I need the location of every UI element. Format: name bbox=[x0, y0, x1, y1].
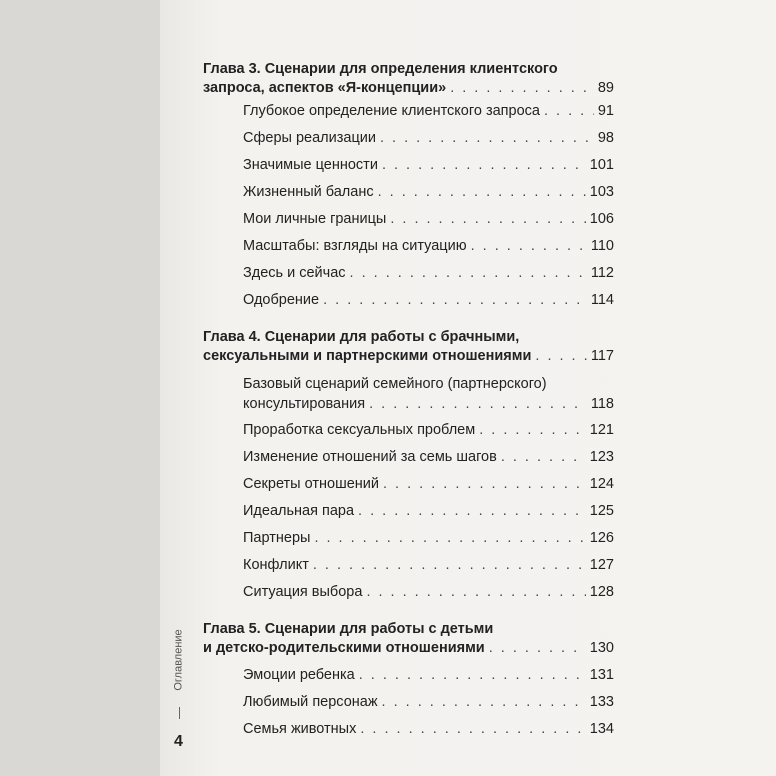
dot-leader bbox=[544, 98, 594, 125]
page-ref: 134 bbox=[589, 721, 614, 737]
page-ref: 114 bbox=[590, 292, 614, 308]
page-ref: 112 bbox=[590, 265, 614, 281]
toc-item[interactable] bbox=[243, 287, 614, 314]
toc-item[interactable] bbox=[243, 98, 614, 125]
toc-item[interactable] bbox=[243, 444, 614, 471]
toc-item[interactable] bbox=[243, 662, 614, 689]
dot-leader bbox=[479, 417, 586, 444]
toc-item-label: Здесь и сейчас bbox=[243, 265, 346, 281]
toc-item[interactable] bbox=[243, 179, 614, 206]
page-ref: 103 bbox=[589, 184, 614, 200]
page-ref: 101 bbox=[589, 157, 614, 173]
table-of-contents bbox=[203, 60, 614, 743]
toc-item[interactable] bbox=[243, 417, 614, 444]
toc-item-label: Масштабы: взгляды на ситуацию bbox=[243, 238, 467, 254]
dot-leader bbox=[380, 125, 594, 152]
chapter-title-line2: и детско-родительскими отношениями bbox=[203, 640, 485, 656]
toc-item[interactable] bbox=[243, 579, 614, 606]
toc-item[interactable] bbox=[243, 125, 614, 152]
page-ref: 131 bbox=[589, 667, 614, 683]
toc-item-label: Проработка сексуальных проблем bbox=[243, 422, 476, 438]
toc-item-label: Эмоции ребенка bbox=[243, 667, 355, 683]
dot-leader bbox=[501, 444, 586, 471]
toc-item[interactable] bbox=[243, 689, 614, 716]
page-ref: 91 bbox=[597, 103, 614, 119]
book-page bbox=[160, 0, 776, 776]
dot-leader bbox=[471, 233, 587, 260]
page-number: 4 bbox=[174, 733, 183, 750]
page-ref: 89 bbox=[597, 80, 614, 96]
chapter-title-line1: Глава 4. Сценарии для работы с брачными, bbox=[203, 329, 520, 345]
running-header-vertical bbox=[172, 620, 186, 700]
toc-item-label: Сферы реализации bbox=[243, 130, 376, 146]
page-ref: 133 bbox=[589, 694, 614, 710]
chapter-title-line2: запроса, аспектов «Я-концепции» bbox=[203, 80, 447, 96]
chapter-title-line1: Глава 5. Сценарии для работы с детьми bbox=[203, 621, 494, 637]
toc-item[interactable] bbox=[243, 525, 614, 552]
side-label-text: Оглавление bbox=[173, 629, 186, 691]
toc-item-label: Значимые ценности bbox=[243, 157, 378, 173]
dot-leader bbox=[358, 498, 586, 525]
page-ref: 125 bbox=[589, 503, 614, 519]
dot-leader bbox=[350, 260, 587, 287]
toc-item[interactable] bbox=[243, 206, 614, 233]
dot-leader bbox=[313, 552, 586, 579]
dot-leader bbox=[314, 525, 585, 552]
page-ref: 130 bbox=[589, 640, 614, 656]
dot-leader bbox=[383, 471, 586, 498]
page-ref: 124 bbox=[589, 476, 614, 492]
chapter-4-heading[interactable] bbox=[203, 328, 614, 366]
toc-item[interactable] bbox=[243, 716, 614, 743]
page-ref: 106 bbox=[589, 211, 614, 227]
dot-leader bbox=[366, 579, 585, 606]
toc-item-label: Глубокое определение клиентского запроса bbox=[243, 103, 540, 119]
toc-item[interactable] bbox=[243, 233, 614, 260]
toc-item-label: Мои личные границы bbox=[243, 211, 387, 227]
dot-leader bbox=[489, 639, 586, 658]
toc-item-label: Партнеры bbox=[243, 530, 311, 546]
toc-item-label: Семья животных bbox=[243, 721, 357, 737]
dot-leader bbox=[359, 662, 586, 689]
page-ref: 127 bbox=[589, 557, 614, 573]
chapter-title-line1: Глава 3. Сценарии для определения клиентского bbox=[203, 61, 558, 77]
toc-item-label: Любимый персонаж bbox=[243, 694, 378, 710]
toc-item[interactable] bbox=[243, 498, 614, 525]
chapter-3-heading[interactable] bbox=[203, 60, 614, 98]
chapter-title-line2: сексуальными и партнерскими отношениями bbox=[203, 348, 532, 364]
toc-item[interactable] bbox=[243, 152, 614, 179]
toc-item[interactable] bbox=[243, 260, 614, 287]
dot-leader bbox=[360, 716, 585, 743]
dot-leader bbox=[450, 79, 594, 98]
toc-item-label: Секреты отношений bbox=[243, 476, 379, 492]
dot-leader bbox=[390, 206, 585, 233]
dot-leader bbox=[378, 179, 586, 206]
page-ref: 128 bbox=[589, 584, 614, 600]
dot-leader bbox=[535, 347, 586, 366]
toc-item-label-line1: Базовый сценарий семейного (партнерского) bbox=[243, 376, 547, 392]
toc-item-label: Изменение отношений за семь шагов bbox=[243, 449, 497, 465]
toc-item[interactable] bbox=[243, 370, 614, 417]
toc-item-label: Идеальная пара bbox=[243, 503, 355, 519]
toc-item-label: Одобрение bbox=[243, 292, 320, 308]
toc-item-label: Конфликт bbox=[243, 557, 309, 573]
page-ref: 121 bbox=[589, 422, 614, 438]
toc-item-label: консультирования bbox=[243, 396, 366, 412]
toc-item-label: Ситуация выбора bbox=[243, 584, 363, 600]
dot-leader bbox=[369, 394, 587, 414]
page-ref: 117 bbox=[590, 348, 614, 364]
divider bbox=[179, 707, 180, 719]
toc-item[interactable] bbox=[243, 552, 614, 579]
page-ref: 123 bbox=[589, 449, 614, 465]
chapter-5-heading[interactable] bbox=[203, 620, 614, 658]
dot-leader bbox=[382, 689, 586, 716]
page-ref: 118 bbox=[590, 396, 614, 412]
page-ref: 110 bbox=[590, 238, 614, 254]
dot-leader bbox=[323, 287, 587, 314]
dot-leader bbox=[382, 152, 586, 179]
page-ref: 98 bbox=[597, 130, 614, 146]
toc-item[interactable] bbox=[243, 471, 614, 498]
page-ref: 126 bbox=[589, 530, 614, 546]
toc-item-label: Жизненный баланс bbox=[243, 184, 374, 200]
